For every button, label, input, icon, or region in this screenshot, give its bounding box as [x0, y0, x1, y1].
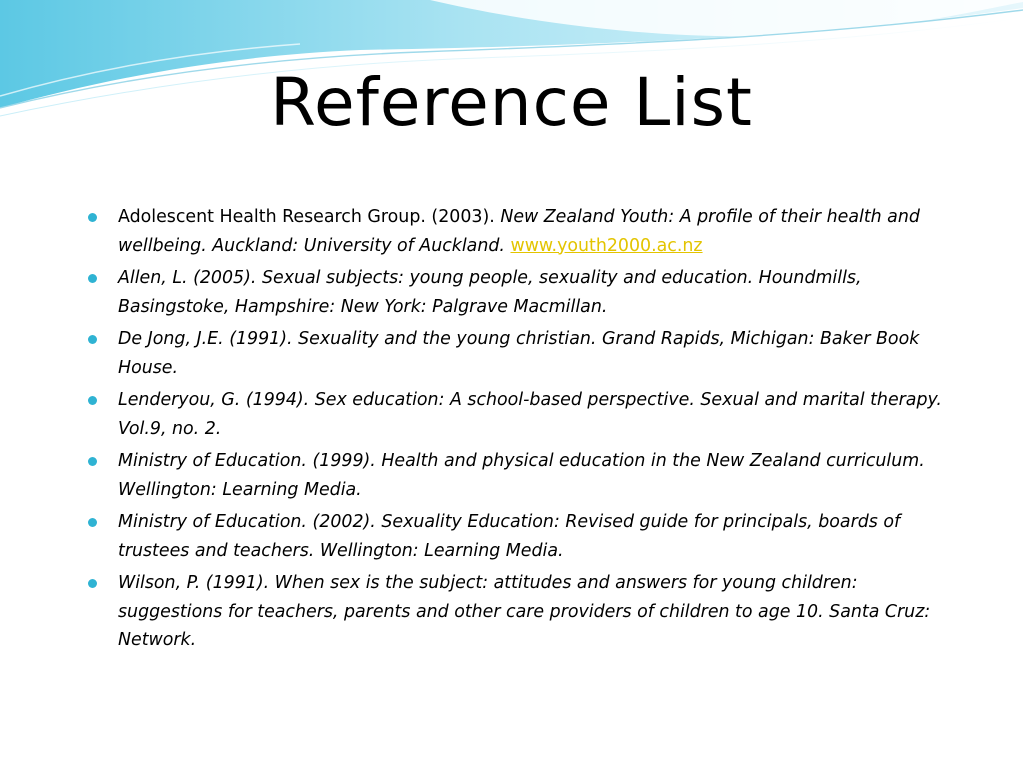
bullet-icon — [88, 579, 97, 588]
bullet-icon — [88, 518, 97, 527]
reference-text-italic: New Zealand Youth: A profile of their health and wellbeing. Auckland: University of Auckland. — [118, 207, 920, 256]
reference-item — [88, 447, 958, 504]
reference-text-italic: De Jong, J.E. (1991). Sexuality and the young christian. Grand Rapids, Michigan: Baker Book House. — [118, 329, 920, 378]
reference-text-italic: Lenderyou, G. (1994). Sex education: A school-based perspective. Sexual and marital therapy. Vol.9, no. 2. — [118, 390, 942, 439]
reference-link[interactable]: www.youth2000.ac.nz — [510, 235, 703, 256]
reference-item — [88, 569, 958, 655]
reference-text-italic: Allen, L. (2005). Sexual subjects: young people, sexuality and education. Houndmills, Basingstoke, Hampshire: New York: Palgrave Macmillan. — [118, 268, 862, 317]
reference-text-italic: Ministry of Education. (1999). Health and physical education in the New Zealand curriculum. Wellington: Learning Media. — [118, 451, 925, 500]
reference-item — [88, 325, 958, 382]
reference-item — [88, 508, 958, 565]
bullet-icon — [88, 213, 97, 222]
slide-title: Reference List — [270, 64, 753, 141]
reference-text: Adolescent Health Research Group. (2003). — [118, 207, 501, 227]
bullet-icon — [88, 335, 97, 344]
reference-text-italic: Wilson, P. (1991). When sex is the subject: attitudes and answers for young children: suggestions for teachers, parents and other care providers of children to age 10. Santa Cruz: Network. — [118, 573, 931, 650]
reference-item — [88, 203, 958, 260]
reference-text-italic: Ministry of Education. (2002). Sexuality Education: Revised guide for principals, boards of trustees and teachers. Wellington: Learning Media. — [118, 512, 901, 561]
reference-item — [88, 264, 958, 321]
bullet-icon — [88, 274, 97, 283]
bullet-icon — [88, 457, 97, 466]
bullet-icon — [88, 396, 97, 405]
reference-item — [88, 386, 958, 443]
reference-list — [88, 203, 958, 659]
